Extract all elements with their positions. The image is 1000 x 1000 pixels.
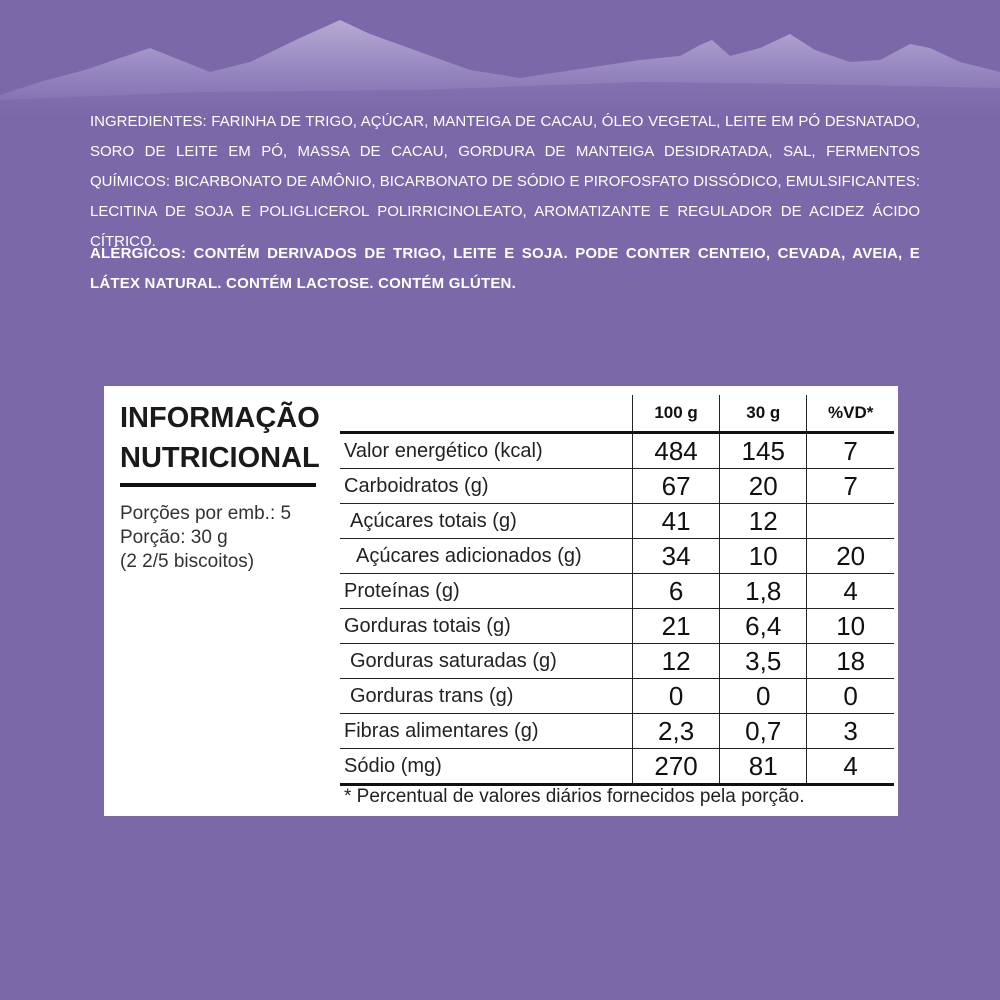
footnote: * Percentual de valores diários fornecidos pela porção. — [344, 786, 805, 807]
value-100g: 67 — [633, 469, 720, 504]
table-row — [340, 714, 894, 749]
value-vd — [807, 504, 894, 539]
nutrition-title — [120, 398, 320, 478]
row-label: Sódio (mg) — [340, 749, 633, 785]
header-blank — [340, 395, 633, 433]
value-vd: 18 — [807, 644, 894, 679]
ingredients-text: INGREDIENTES: FARINHA DE TRIGO, AÇÚCAR, MANTEIGA DE CACAU, ÓLEO VEGETAL, LEITE EM PÓ DESNATADO, SORO DE LEITE EM PÓ, MASSA DE CACAU, GORDURA DE MANTEIGA DESIDRATADA, SAL, FERMENTOS QUÍMICOS: BICARBONATO DE AMÔNIO, BICARBONATO DE SÓDIO E PIROFOSFATO DISSÓDICO, EMULSIFICANTES: LECITINA DE SOJA E POLIGLICEROL POLIRRICINOLEATO, AROMATIZANTE E REGULADOR DE ACIDEZ ÁCIDO CÍTRICO. — [90, 113, 920, 250]
value-30g: 10 — [720, 539, 807, 574]
nutrition-table — [340, 395, 894, 786]
nutrition-title-line2: NUTRICIONAL — [120, 442, 320, 474]
table-header-row — [340, 395, 894, 433]
value-vd: 4 — [807, 749, 894, 785]
value-30g: 81 — [720, 749, 807, 785]
value-100g: 0 — [633, 679, 720, 714]
row-label: Gorduras saturadas (g) — [340, 644, 633, 679]
value-100g: 484 — [633, 433, 720, 469]
allergens-text: ALÉRGICOS: CONTÉM DERIVADOS DE TRIGO, LEITE E SOJA. PODE CONTER CENTEIO, CEVADA, AVEIA, E LÁTEX NATURAL. CONTÉM LACTOSE. CONTÉM GLÚTEN. — [90, 245, 920, 292]
value-vd: 0 — [807, 679, 894, 714]
value-100g: 2,3 — [633, 714, 720, 749]
servings-per-pack: Porções por emb.: 5 — [120, 503, 292, 524]
table-row — [340, 609, 894, 644]
header-30g: 30 g — [720, 395, 807, 433]
header-vd: %VD* — [807, 395, 894, 433]
table-row — [340, 433, 894, 469]
value-30g: 20 — [720, 469, 807, 504]
value-100g: 12 — [633, 644, 720, 679]
row-label: Açúcares adicionados (g) — [340, 539, 633, 574]
value-vd: 20 — [807, 539, 894, 574]
table-row — [340, 504, 894, 539]
serving-size: Porção: 30 g — [120, 527, 228, 548]
mountain-banner — [0, 0, 1000, 120]
value-30g: 0 — [720, 679, 807, 714]
value-100g: 34 — [633, 539, 720, 574]
row-label: Valor energético (kcal) — [340, 433, 633, 469]
value-100g: 21 — [633, 609, 720, 644]
value-100g: 270 — [633, 749, 720, 785]
table-row — [340, 749, 894, 785]
value-vd: 10 — [807, 609, 894, 644]
table-row — [340, 679, 894, 714]
title-divider — [120, 483, 316, 487]
value-vd: 3 — [807, 714, 894, 749]
nutrition-facts-panel — [104, 386, 898, 816]
value-vd: 4 — [807, 574, 894, 609]
row-label: Proteínas (g) — [340, 574, 633, 609]
serving-units: (2 2/5 biscoitos) — [120, 551, 255, 572]
row-label: Carboidratos (g) — [340, 469, 633, 504]
value-30g: 6,4 — [720, 609, 807, 644]
row-label: Gorduras trans (g) — [340, 679, 633, 714]
value-100g: 6 — [633, 574, 720, 609]
table-row — [340, 539, 894, 574]
row-label: Gorduras totais (g) — [340, 609, 633, 644]
row-label: Açúcares totais (g) — [340, 504, 633, 539]
value-30g: 1,8 — [720, 574, 807, 609]
value-30g: 12 — [720, 504, 807, 539]
table-row — [340, 644, 894, 679]
serving-info — [120, 502, 291, 574]
row-label: Fibras alimentares (g) — [340, 714, 633, 749]
value-vd: 7 — [807, 433, 894, 469]
value-30g: 3,5 — [720, 644, 807, 679]
nutrition-title-line1: INFORMAÇÃO — [120, 402, 320, 434]
value-30g: 145 — [720, 433, 807, 469]
value-vd: 7 — [807, 469, 894, 504]
table-row — [340, 469, 894, 504]
table-row — [340, 574, 894, 609]
header-100g: 100 g — [633, 395, 720, 433]
value-100g: 41 — [633, 504, 720, 539]
value-30g: 0,7 — [720, 714, 807, 749]
